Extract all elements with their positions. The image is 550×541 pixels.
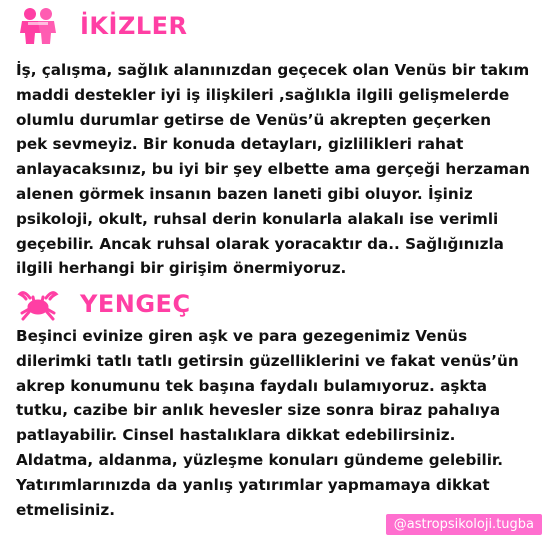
cancer-title: YENGEÇ: [80, 290, 191, 318]
cancer-text: Beşinci evinize giren aşk ve para gezegenimiz Venüs dilerimki tatlı tatlı getirsin güzelliklerini ve fakat venüs’ün akrep konumunu tek başına faydalı bulamıyoruz. aşkta tutku, cazibe bir anlık hevesler size sonra biraz pahalıya patlayabilir. Cinsel hastalıklara dikkat edebilirsiniz. Aldatma, aldanma, yüzleşme konuları gündeme gelebilir. Yatırımlarınızda da yanlış yatırımlar yapmamaya dikkat etmelisiniz.: [16, 327, 519, 519]
gemini-title: İKİZLER: [80, 12, 188, 40]
cancer-crab-icon: [16, 284, 60, 324]
cancer-header: [16, 284, 191, 324]
gemini-header: [16, 6, 188, 46]
watermark-handle: @astropsikoloji.tugba: [386, 514, 542, 535]
gemini-text: İş, çalışma, sağlık alanınızdan geçecek olan Venüs bir takım maddi destekler iyi iş ilişkileri ,sağlıkla ilgili gelişmelerde olumlu durumlar getirse de Venüs’ü akrepten geçerken pek sevmeyiz. Bir konuda detayları, gizlilikleri rahat anlayacaksınız, bu iyi bir şey elbette ama gerçeği herzaman alenen görmek insanın bazen laneti gibi oluyor. İşiniz psikoloji, okult, ruhsal derin konularla alakalı ise verimli geçebilir. Ancak ruhsal olarak yoracaktır da.. Sağlığınızla ilgili herhangi bir girişim önermiyoruz.: [16, 61, 530, 278]
gemini-icon: [16, 6, 60, 46]
